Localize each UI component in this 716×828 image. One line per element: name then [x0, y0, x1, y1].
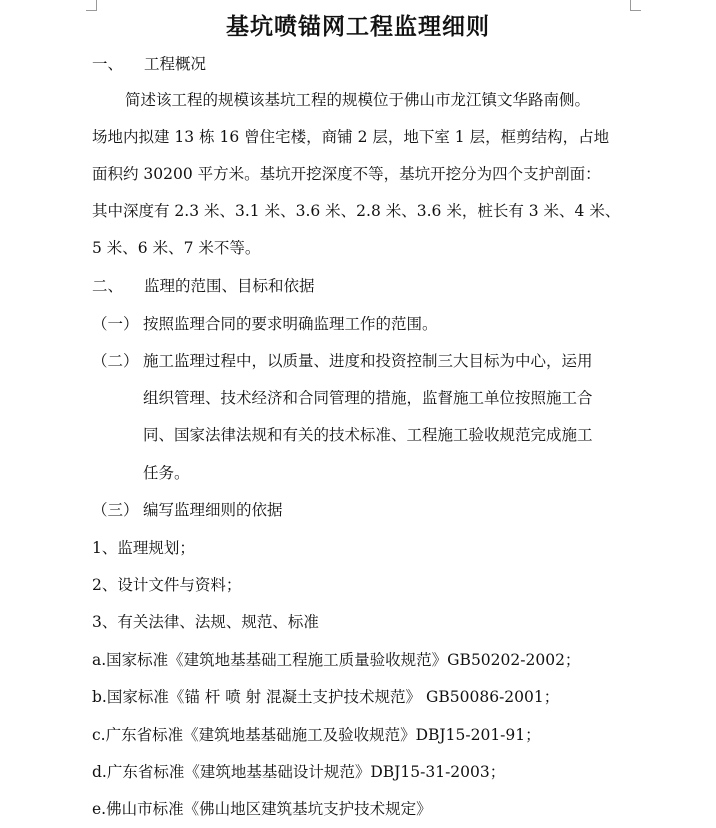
- item-text-line: 同、国家法律法规和有关的技术标准、工程施工验收规范完成施工: [143, 426, 593, 444]
- section-heading-scope: [92, 275, 315, 297]
- item-text-line: 组织管理、技术经济和合同管理的措施，监督施工单位按照施工合: [143, 389, 593, 407]
- standard-item: e.佛山市标准《佛山地区建筑基坑支护技术规定》: [92, 800, 432, 818]
- item-text: 编写监理细则的依据: [143, 501, 283, 519]
- item-text-line: 任务。: [143, 464, 190, 482]
- standard-item: c.广东省标准《建筑地基基础施工及验收规范》DBJ15-201-91；: [92, 726, 541, 744]
- basis-list-item: 3、有关法律、法规、规范、标准: [92, 613, 319, 631]
- section-heading-overview: [92, 53, 206, 75]
- section-number: 二、: [92, 277, 124, 295]
- item-text: 按照监理合同的要求明确监理工作的范围。: [143, 315, 438, 333]
- section-title: 监理的范围、目标和依据: [144, 277, 315, 295]
- standard-item: a.国家标准《建筑地基基础工程施工质量验收规范》GB50202-2002；: [92, 651, 581, 669]
- section-number: 一、: [92, 55, 124, 73]
- overview-paragraph-line: 面积约 30200 平方米。基坑开挖深度不等，基坑开挖分为四个支护剖面：: [92, 165, 601, 183]
- overview-paragraph-line: 场地内拟建 13 栋 16 曾住宅楼，商铺 2 层，地下室 1 层，框剪结构，占地: [92, 128, 610, 146]
- item-number: （一）: [92, 315, 139, 333]
- standard-item: d.广东省标准《建筑地基基础设计规范》DBJ15-31-2003；: [92, 763, 506, 781]
- basis-list-item: 1、监理规划；: [92, 539, 195, 557]
- overview-paragraph-line: 5 米、6 米、7 米不等。: [92, 239, 261, 257]
- basis-list-item: 2、设计文件与资料；: [92, 576, 242, 594]
- item-text-line: 施工监理过程中，以质量、进度和投资控制三大目标为中心，运用: [143, 352, 593, 370]
- standard-item: b.国家标准《锚 杆 喷 射 混凝土支护技术规范》 GB50086-2001；: [92, 688, 560, 706]
- section-title: 工程概况: [144, 55, 207, 73]
- item-number: （三）: [92, 501, 139, 519]
- overview-paragraph-line: 其中深度有 2.3 米、3.1 米、3.6 米、2.8 米、3.6 米，桩长有 3 米、4 米、: [92, 202, 621, 220]
- document-title: 基坑喷锚网工程监理细则: [226, 13, 490, 40]
- overview-paragraph-line: 简述该工程的规模该基坑工程的规模位于佛山市龙江镇文华路南侧。: [125, 91, 591, 109]
- item-number: （二）: [92, 352, 139, 370]
